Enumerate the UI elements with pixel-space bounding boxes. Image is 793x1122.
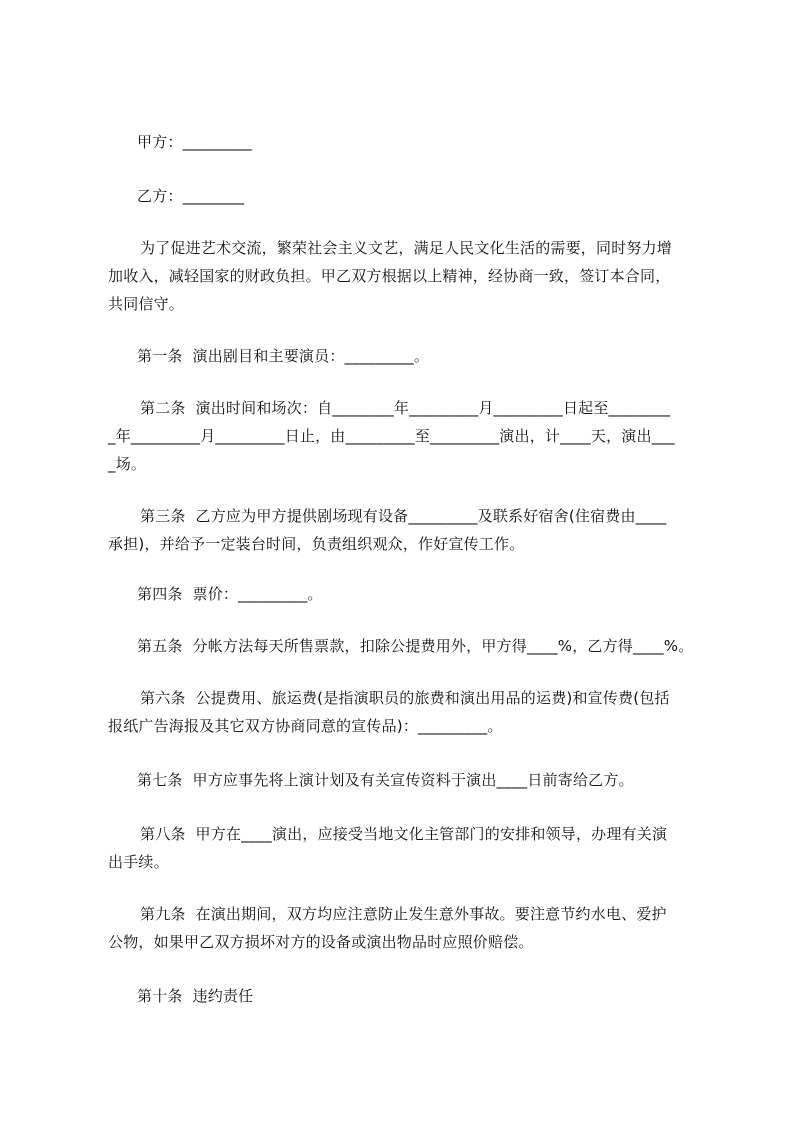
article-10: 第十条 违约责任 bbox=[137, 987, 254, 1005]
article-2-line-3: _场。 bbox=[108, 455, 147, 473]
article-2-line-1: 第二条 演出时间和场次：自________年_________月_________日起至________ bbox=[140, 399, 671, 417]
article-9-line-2: 公物，如果甲乙双方损坏对方的设备或演出物品时应照价赔偿。 bbox=[108, 933, 534, 951]
article-8-line-2: 出手续。 bbox=[108, 853, 169, 871]
preamble-line-1: 为了促进艺术交流，繁荣社会主义文艺，满足人民文化生活的需要，同时努力增 bbox=[140, 239, 673, 257]
party-a-line: 甲方：_________ bbox=[137, 133, 252, 151]
article-4: 第四条 票价：_________。 bbox=[137, 585, 323, 603]
party-b-line: 乙方：________ bbox=[137, 187, 245, 205]
preamble-line-3: 共同信守。 bbox=[108, 295, 185, 313]
article-7: 第七条 甲方应事先将上演计划及有关宣传资料于演出____日前寄给乙方。 bbox=[137, 771, 634, 789]
article-6-line-1: 第六条 公提费用、旅运费(是指演职员的旅费和演出用品的运费)和宣传费(包括 bbox=[140, 689, 670, 707]
article-6-line-2: 报纸广告海报及其它双方协商同意的宣传品)：_________。 bbox=[108, 717, 503, 735]
article-9-line-1: 第九条 在演出期间，双方均应注意防止发生意外事故。要注意节约水电、爱护 bbox=[140, 905, 667, 923]
article-2-line-2: _年_________月_________日止，由_________至_________演出，计____天，演出___ bbox=[108, 427, 675, 445]
article-5: 第五条 分帐方法每天所售票款，扣除公提费用外，甲方得____%，乙方得____%。 bbox=[137, 637, 694, 655]
article-3-line-2: 承担)，并给予一定装台时间，负责组织观众，作好宣传工作。 bbox=[108, 535, 525, 553]
article-3-line-1: 第三条 乙方应为甲方提供剧场现有设备_________及联系好宿舍(住宿费由____ bbox=[140, 507, 667, 525]
article-1: 第一条 演出剧目和主要演员：_________。 bbox=[137, 347, 430, 365]
article-8-line-1: 第八条 甲方在____演出，应接受当地文化主管部门的安排和领导，办理有关演 bbox=[140, 825, 668, 843]
preamble-line-2: 加收入，减轻国家的财政负担。甲乙双方根据以上精神，经协商一致，签订本合同， bbox=[108, 267, 671, 285]
